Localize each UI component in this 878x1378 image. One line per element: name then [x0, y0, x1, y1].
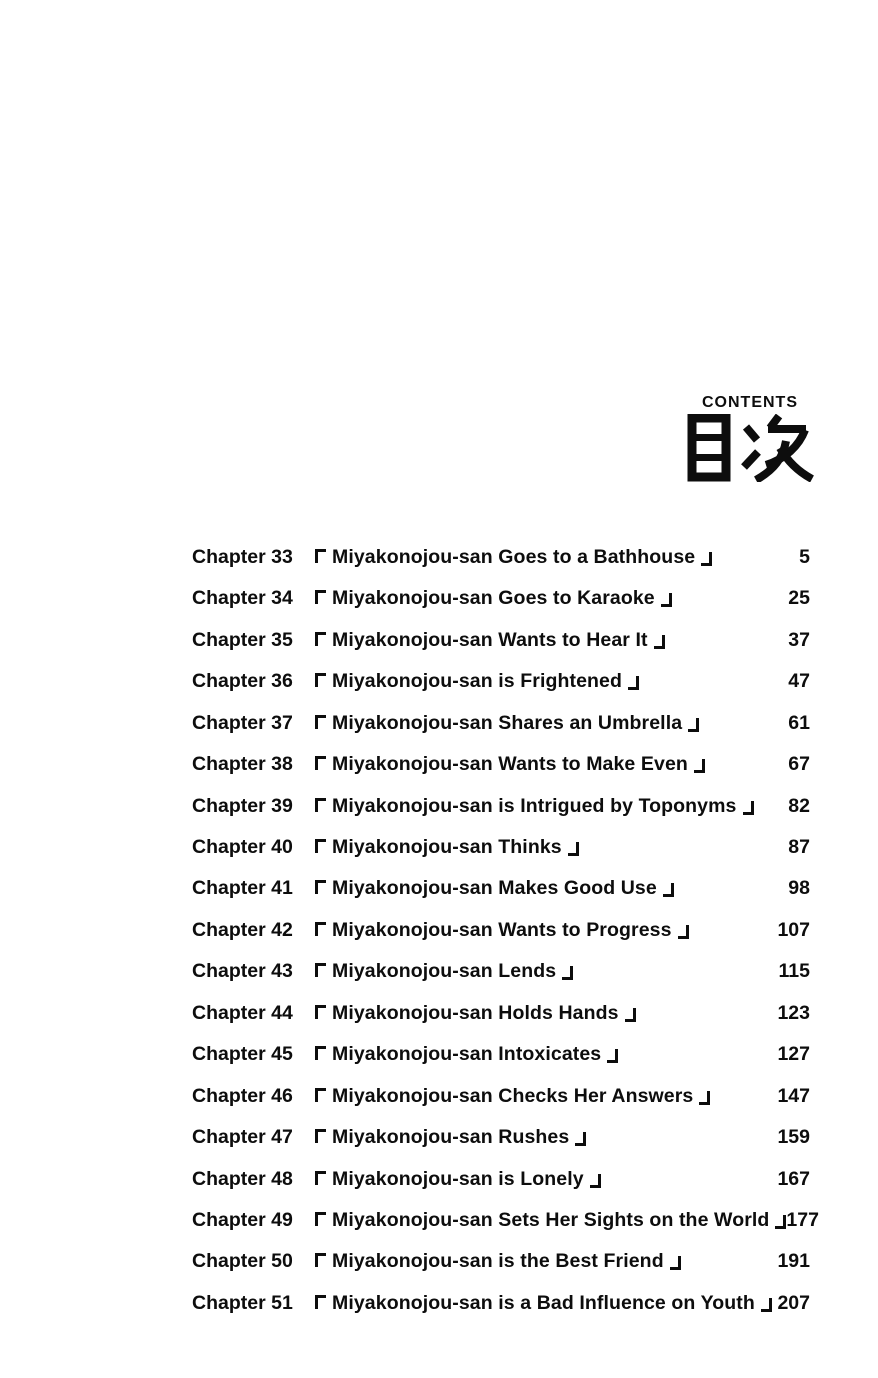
corner-bracket-open-icon [315, 549, 326, 563]
chapter-label: Chapter 41 [192, 877, 293, 900]
chapter-title-text: Miyakonojou-san Rushes [332, 1126, 570, 1149]
page-number: 191 [777, 1250, 810, 1273]
chapter-label: Chapter 34 [192, 587, 293, 610]
chapter-title-text: Miyakonojou-san Lends [332, 960, 557, 983]
page-number: 82 [788, 794, 810, 817]
toc-row [0, 1283, 878, 1324]
corner-bracket-close-icon [694, 759, 705, 773]
corner-bracket-open-icon [315, 798, 326, 812]
contents-label: CONTENTS [702, 394, 798, 411]
chapter-title [315, 794, 754, 817]
page-number: 5 [799, 545, 810, 568]
toc-row [0, 578, 878, 619]
page-number: 98 [788, 877, 810, 900]
corner-bracket-close-icon [654, 635, 665, 649]
corner-bracket-open-icon [315, 756, 326, 770]
corner-bracket-open-icon [315, 1129, 326, 1143]
corner-bracket-open-icon [315, 715, 326, 729]
corner-bracket-open-icon [315, 590, 326, 604]
corner-bracket-open-icon [315, 1171, 326, 1185]
toc-row [0, 910, 878, 951]
chapter-title-text: Miyakonojou-san Thinks [332, 836, 562, 859]
chapter-label: Chapter 51 [192, 1291, 293, 1314]
chapter-label: Chapter 44 [192, 1001, 293, 1024]
chapter-title-text: Miyakonojou-san Makes Good Use [332, 877, 657, 900]
corner-bracket-close-icon [590, 1174, 601, 1188]
mokuji-kanji-text [750, 482, 751, 483]
corner-bracket-close-icon [670, 1256, 681, 1270]
toc-row [0, 869, 878, 910]
chapter-title-text: Miyakonojou-san Wants to Hear It [332, 628, 648, 651]
chapter-title-text: Miyakonojou-san is the Best Friend [332, 1250, 664, 1273]
chapter-title [315, 1252, 681, 1272]
chapter-title [315, 1208, 786, 1231]
corner-bracket-close-icon [678, 925, 689, 939]
corner-bracket-open-icon [315, 963, 326, 977]
corner-bracket-close-icon [568, 842, 579, 856]
toc-row [0, 1159, 878, 1200]
corner-bracket-close-icon [607, 1049, 618, 1063]
chapter-title-text: Miyakonojou-san Wants to Make Even [332, 753, 688, 776]
corner-bracket-close-icon [628, 676, 639, 690]
toc-row [0, 1076, 878, 1117]
chapter-title [315, 711, 699, 734]
toc-row [0, 786, 878, 827]
chapter-label: Chapter 36 [192, 670, 293, 693]
chapter-title-text: Miyakonojou-san Intoxicates [332, 1043, 602, 1066]
chapter-title-text: Miyakonojou-san Sets Her Sights on the World [332, 1208, 770, 1231]
chapter-title [315, 1167, 601, 1190]
corner-bracket-open-icon [315, 1005, 326, 1019]
chapter-title [315, 918, 689, 941]
chapter-label: Chapter 35 [192, 628, 293, 651]
chapter-title-text: Miyakonojou-san is Frightened [332, 670, 623, 693]
page-number: 177 [786, 1208, 819, 1231]
chapter-title [315, 545, 712, 568]
page-number: 25 [788, 587, 810, 610]
toc-row [0, 1117, 878, 1158]
corner-bracket-open-icon [315, 1253, 326, 1267]
corner-bracket-close-icon [663, 883, 674, 897]
page-number: 37 [788, 628, 810, 651]
chapter-title-text: Miyakonojou-san is Intrigued by Toponyms [332, 794, 737, 817]
chapter-title-text: Miyakonojou-san Wants to Progress [332, 918, 672, 941]
corner-bracket-close-icon [688, 718, 699, 732]
toc-header [686, 394, 814, 482]
corner-bracket-close-icon [575, 1132, 586, 1146]
chapter-title [315, 755, 705, 775]
chapter-title [315, 1084, 710, 1107]
toc-row [0, 537, 878, 578]
page-number: 47 [788, 670, 810, 693]
chapter-label: Chapter 50 [192, 1250, 293, 1273]
page-number: 61 [788, 711, 810, 734]
chapter-title [315, 962, 573, 982]
chapter-label: Chapter 37 [192, 711, 293, 734]
toc-row [0, 951, 878, 992]
corner-bracket-open-icon [315, 632, 326, 646]
chapter-title [315, 838, 579, 858]
chapter-title [315, 1128, 586, 1148]
toc-row [0, 661, 878, 702]
corner-bracket-open-icon [315, 1046, 326, 1060]
page-number: 147 [777, 1084, 810, 1107]
corner-bracket-open-icon [315, 1088, 326, 1102]
toc-row [0, 703, 878, 744]
chapter-title-text: Miyakonojou-san is a Bad Influence on Youth [332, 1291, 755, 1314]
corner-bracket-close-icon [661, 593, 672, 607]
page-number: 159 [777, 1126, 810, 1149]
page-number: 115 [778, 960, 810, 983]
corner-bracket-close-icon [699, 1091, 710, 1105]
page-number: 127 [777, 1043, 810, 1066]
mokuji-kanji-art [686, 414, 814, 482]
chapter-title [315, 672, 639, 692]
page-number: 123 [777, 1001, 810, 1024]
chapter-label: Chapter 43 [192, 960, 293, 983]
chapter-label: Chapter 49 [192, 1208, 293, 1231]
chapter-title [315, 879, 674, 899]
chapter-label: Chapter 42 [192, 918, 293, 941]
chapter-title-text: Miyakonojou-san Goes to Karaoke [332, 587, 655, 610]
corner-bracket-close-icon [625, 1008, 636, 1022]
chapter-label: Chapter 47 [192, 1126, 293, 1149]
corner-bracket-close-icon [562, 966, 573, 980]
chapter-label: Chapter 39 [192, 794, 293, 817]
chapter-title-text: Miyakonojou-san Shares an Umbrella [332, 711, 683, 734]
chapter-title [315, 1001, 636, 1024]
chapter-label: Chapter 38 [192, 753, 293, 776]
chapter-title-text: Miyakonojou-san Goes to a Bathhouse [332, 545, 696, 568]
chapter-title-text: Miyakonojou-san Checks Her Answers [332, 1084, 694, 1107]
chapter-title-text: Miyakonojou-san Holds Hands [332, 1001, 619, 1024]
chapter-label: Chapter 46 [192, 1084, 293, 1107]
corner-bracket-open-icon [315, 673, 326, 687]
chapter-label: Chapter 45 [192, 1043, 293, 1066]
chapter-title-text: Miyakonojou-san is Lonely [332, 1167, 584, 1190]
chapter-title [315, 1291, 772, 1314]
toc-row [0, 1200, 878, 1241]
toc-row [0, 744, 878, 785]
page-number: 167 [777, 1167, 810, 1190]
corner-bracket-open-icon [315, 1295, 326, 1309]
chapter-label: Chapter 40 [192, 836, 293, 859]
corner-bracket-open-icon [315, 922, 326, 936]
chapter-title [315, 589, 672, 609]
toc-row [0, 827, 878, 868]
toc-row [0, 1034, 878, 1075]
corner-bracket-close-icon [761, 1298, 772, 1312]
chapter-label: Chapter 33 [192, 545, 293, 568]
toc-row [0, 1241, 878, 1282]
corner-bracket-open-icon [315, 839, 326, 853]
page-number: 107 [777, 918, 810, 941]
page-number: 67 [788, 753, 810, 776]
toc-list [0, 537, 878, 1324]
chapter-title [315, 628, 665, 651]
corner-bracket-open-icon [315, 880, 326, 894]
page-number: 87 [788, 836, 810, 859]
corner-bracket-close-icon [701, 552, 712, 566]
toc-row [0, 620, 878, 661]
corner-bracket-close-icon [743, 801, 754, 815]
page-number: 207 [777, 1291, 810, 1314]
corner-bracket-close-icon [775, 1215, 786, 1229]
chapter-label: Chapter 48 [192, 1167, 293, 1190]
chapter-title [315, 1045, 618, 1065]
toc-row [0, 993, 878, 1034]
corner-bracket-open-icon [315, 1212, 326, 1226]
